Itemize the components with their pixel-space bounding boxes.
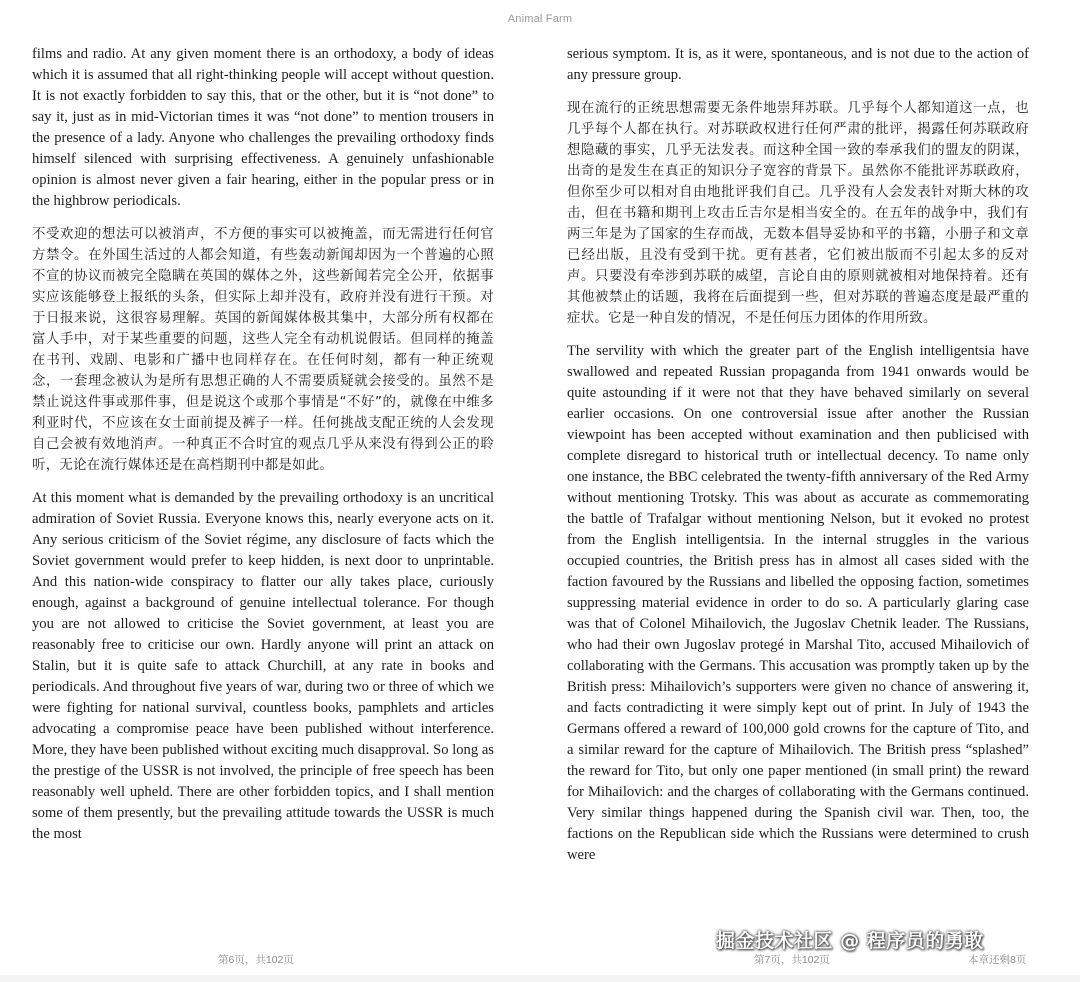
bottom-bar <box>0 975 1080 982</box>
right-paragraph-1: serious symptom. It is, as it were, spontaneous, and is not due to the action of any pressure group. <box>567 46 1029 83</box>
right-page <box>567 44 1029 924</box>
left-page-number: 第6页，共102页 <box>218 954 294 966</box>
left-paragraph-1: films and radio. At any given moment there is an orthodoxy, a body of ideas which it is assumed that all right-thinking people will accept without question. It is not exactly forbidden to say this, that or the other, but it is “not done” to say it, just as in mid-Victorian times it was “not done” to mention trousers in the presence of a lady. Anyone who challenges the prevailing orthodoxy finds himself silenced with surprising effectiveness. A genuinely unfashionable opinion is almost never given a fair hearing, either in the popular press or in the highbrow periodicals. <box>32 46 494 209</box>
right-paragraph-3: The servility with which the greater part of the English intelligentsia have swallowed and repeated Russian propaganda from 1941 onwards would be quite astounding if it were not that they have behaved similarly on several earlier occasions. On one controversial issue after another the Russian viewpoint has been accepted without examination and then publicised with complete disregard to historical truth or intellectual decency. To name only one instance, the BBC celebrated the twenty-fifth anniversary of the Red Army without mentioning Trotsky. This was about as accurate as commemorating the battle of Trafalgar without mentioning Nelson, but it evoked no protest from the English intelligentsia. In the internal struggles in the various occupied countries, the British press has in almost all cases sided with the faction favoured by the Russians and libelled the opposing faction, sometimes suppressing material evidence in order to do so. A particularly glaring case was that of Colonel Mihailovich, the Jugoslav Chetnik leader. The Russians, who had their own Jugoslav protegé in Marshal Tito, accused Mihailovich of collaborating with the Germans. This accusation was promptly taken up by the British press: Mihailovich’s supporters were given no chance of answering it, and facts contradicting it were simply kept out of print. In July of 1943 the Germans offered a reward of 100,000 gold crowns for the capture of Tito, and a similar reward for the capture of Mihailovich. The British press “splashed” the reward for Tito, but only one paper mentioned (in small print) the reward for Mihailovich: and the charges of collaborating with the Germans continued. Very similar things happened during the Spanish civil war. Then, too, the factions on the Republican side which the Russians were determined to crush were <box>567 343 1029 863</box>
watermark: 掘金技术社区 @ 程序员的勇敢 <box>716 930 984 952</box>
book-title: Animal Farm <box>507 13 573 25</box>
left-paragraph-2-chinese: 不受欢迎的想法可以被消声，不方便的事实可以被掩盖，而无需进行任何官方禁令。在外国生活过的人都会知道，有些轰动新闻却因为一个普遍的心照不宣的协议而被完全隐瞒在英国的媒体之外，这些新闻若完全公开，依据事实应该能够登上报纸的头条，但实际上却并没有，政府并没有进行干预。对于日报来说，这很容易理解。英国的新闻媒体极其集中，大部分所有权都在富人手中，对于某些重要的问题，这些人完全有动机说假话。但同样的掩盖在书刊、戏剧、电影和广播中也同样存在。在任何时刻，都有一种正统观念，一套理念被认为是所有思想正确的人不需要质疑就会接受的。虽然不是禁止说这件事或那件事，但是说这个或那个事情是“不好”的，就像在中维多利亚时代，不应该在女士面前提及裤子一样。任何挑战支配正统的人会发现自己会被有效地消声。一种真正不合时宜的观点几乎从来没有得到公正的聆听，无论在流行媒体还是在高档期刊中都是如此。 <box>32 227 494 473</box>
chapter-remaining-pages: 本章还剩8页 <box>968 954 1027 966</box>
right-paragraph-2-chinese: 现在流行的正统思想需要无条件地崇拜苏联。几乎每个人都知道这一点，也几乎每个人都在执行。对苏联政权进行任何严肃的批评，揭露任何苏联政府想隐藏的事实，几乎无法发表。而这种全国一致的奉承我们的盟友的阴谋，出奇的是发生在真正的知识分子宽容的背景下。虽然你不能批评苏联政府，但你至少可以相对自由地批评我们自己。几乎没有人会发表针对斯大林的攻击，但在书籍和期刊上攻击丘吉尔是相当安全的。在五年的战争中，我们有两三年是为了国家的生存而战，无数本倡导妥协和平的书籍，小册子和文章已经出版，且没有受到干扰。更有甚者，它们被出版而不引起太多的反对声。只要没有牵涉到苏联的威望，言论自由的原则就被相对地保持着。还有其他被禁止的话题，我将在后面提到一些，但对苏联的普遍态度是最严重的症状。它是一种自发的情况，不是任何压力团体的作用所致。 <box>567 101 1029 326</box>
right-page-number: 第7页，共102页 <box>754 954 830 966</box>
left-paragraph-3: At this moment what is demanded by the prevailing orthodoxy is an uncritical admiration of Soviet Russia. Everyone knows this, nearly everyone acts on it. Any serious criticism of the Soviet régime, any disclosure of facts which the Soviet government would prefer to keep hidden, is next door to unprintable. And this nation-wide conspiracy to flatter our ally takes place, curiously enough, against a background of genuine intellectual tolerance. For though you are not allowed to criticise the Soviet government, at least you are reasonably free to criticise our own. Hardly anyone will print an attack on Stalin, but it is quite safe to attack Churchill, at any rate in books and periodicals. And throughout five years of war, during two or three of which we were fighting for national survival, countless books, pamphlets and articles advocating a compromise peace have been published without interference. More, they have been published without exciting much disapproval. So long as the prestige of the USSR is not involved, the principle of free speech has been reasonably well upheld. There are other forbidden topics, and I shall mention some of them presently, but the prevailing attitude towards the USSR is much the most <box>32 490 494 842</box>
left-page <box>32 44 494 924</box>
